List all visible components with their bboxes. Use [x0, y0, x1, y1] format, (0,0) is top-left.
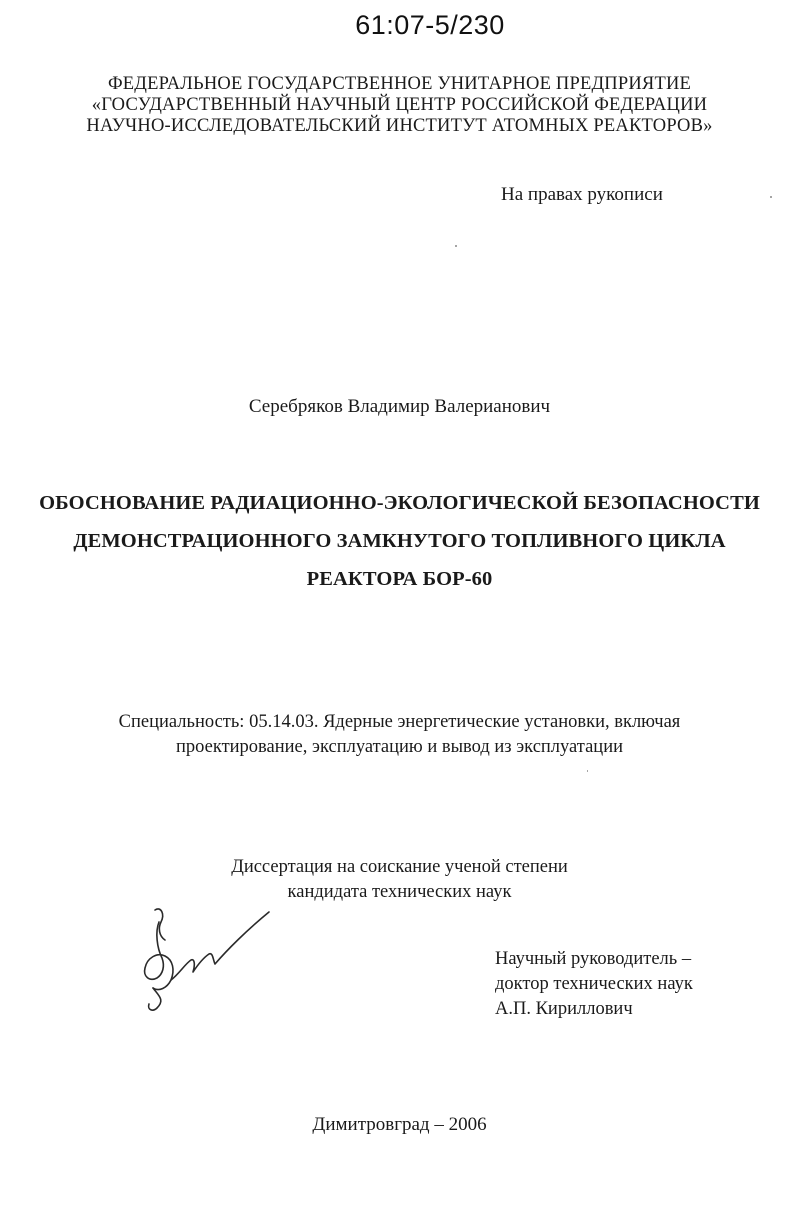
signature-lower-stroke — [149, 988, 161, 1010]
organization-line: НАУЧНО-ИССЛЕДОВАТЕЛЬСКИЙ ИНСТИТУТ АТОМНЫХ РЕАКТОРОВ» — [86, 116, 713, 136]
supervisor-block — [495, 947, 693, 1022]
supervisor-line: доктор технических наук — [495, 974, 693, 994]
dissertation-title — [0, 484, 799, 598]
signature-tail-stroke — [171, 912, 269, 980]
degree-block — [0, 855, 799, 905]
organization-line: ФЕДЕРАЛЬНОЕ ГОСУДАРСТВЕННОЕ УНИТАРНОЕ ПРЕДПРИЯТИЕ — [107, 74, 692, 94]
handwritten-signature — [135, 900, 280, 1015]
organization-line: «ГОСУДАРСТВЕННЫЙ НАУЧНЫЙ ЦЕНТР РОССИЙСКОЙ ФЕДЕРАЦИИ — [91, 95, 708, 115]
rights-note: На правах рукописи — [501, 184, 663, 205]
scan-speck — [455, 245, 457, 247]
supervisor-line: А.П. Кириллович — [495, 999, 633, 1019]
specialty-line: Специальность: 05.14.03. Ядерные энергетические установки, включая — [118, 712, 681, 732]
author-name: Серебряков Владимир Валерианович — [248, 396, 551, 417]
organization-block — [0, 74, 799, 137]
specialty-block — [0, 710, 799, 760]
degree-line: Диссертация на соискание ученой степени — [231, 857, 568, 877]
supervisor-line: Научный руководитель – — [495, 949, 692, 969]
city-year: Димитровград – 2006 — [312, 1114, 487, 1135]
title-line: РЕАКТОРА БОР-60 — [306, 568, 493, 590]
signature-loop-stroke — [145, 922, 173, 990]
document-code: 61:07-5/230 — [355, 10, 505, 40]
scan-speck — [770, 196, 772, 198]
title-line: ДЕМОНСТРАЦИОННОГО ЗАМКНУТОГО ТОПЛИВНОГО ЦИКЛА — [73, 530, 726, 552]
specialty-line: проектирование, эксплуатацию и вывод из эксплуатации — [175, 737, 623, 757]
degree-line: кандидата технических наук — [287, 882, 512, 902]
scan-speck — [587, 770, 588, 772]
title-line: ОБОСНОВАНИЕ РАДИАЦИОННО-ЭКОЛОГИЧЕСКОЙ БЕЗОПАСНОСТИ — [39, 492, 760, 514]
